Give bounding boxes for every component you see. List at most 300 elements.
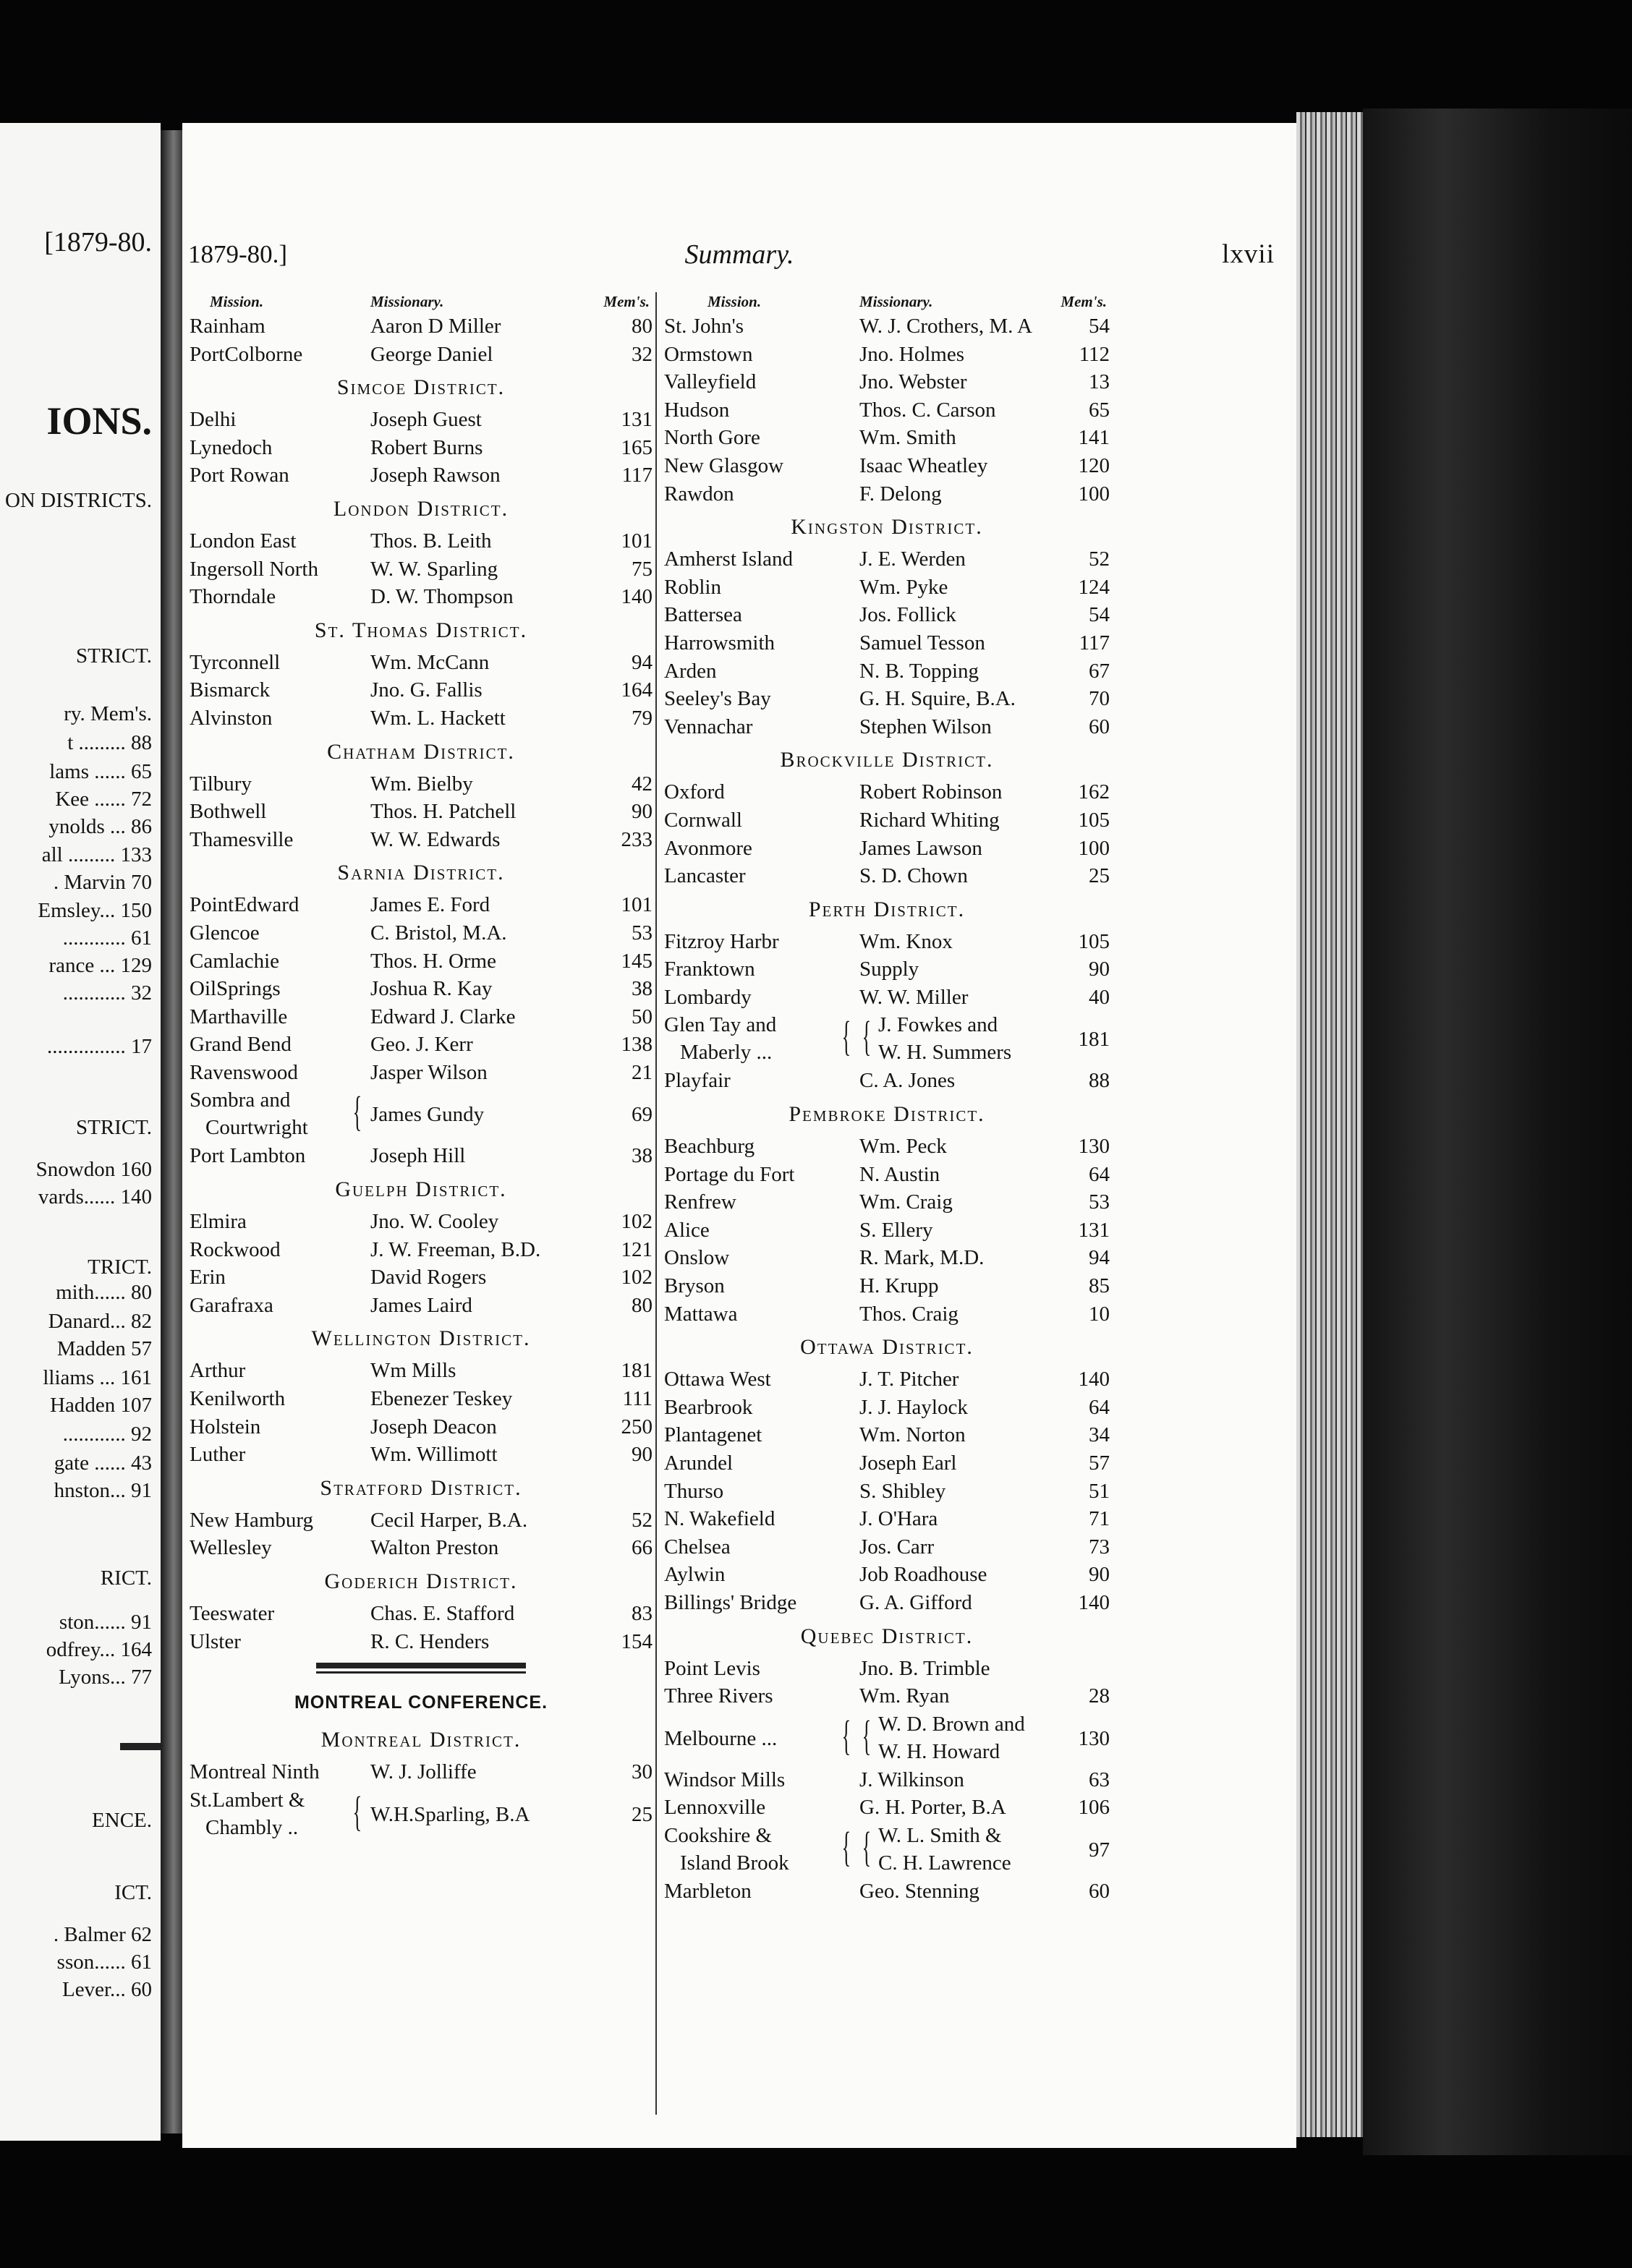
fragment-text: Snowdon 160 (35, 1158, 152, 1181)
member-count: 124 (1078, 575, 1110, 599)
member-count: 85 (1089, 1274, 1110, 1298)
member-count: 145 (621, 949, 653, 973)
missionary-name: Robert Robinson (859, 780, 1003, 804)
missionary-name: Geo. Stenning (859, 1879, 979, 1903)
member-count: 130 (1078, 1135, 1110, 1159)
right-entries (664, 312, 1110, 1906)
mission-name: Alice (664, 1218, 710, 1242)
member-count: 52 (632, 1508, 653, 1532)
missionary-name: Wm. Ryan (859, 1684, 950, 1708)
brace: { (862, 1822, 872, 1870)
mission-name: Franktown (664, 958, 755, 981)
member-count: 42 (632, 772, 653, 796)
member-count: 101 (621, 529, 653, 553)
heading-mission: Mission. (707, 293, 762, 310)
right-column (664, 291, 1110, 1906)
missionary-name: R. C. Henders (370, 1629, 490, 1653)
missionary-name: Jos. Follick (859, 603, 956, 627)
running-head: 1879-80.] (188, 240, 288, 268)
table-row (190, 1142, 653, 1170)
fragment-text: odfrey... 164 (46, 1638, 152, 1661)
table-row (664, 1067, 1110, 1095)
member-count: 105 (1078, 929, 1110, 953)
missionary-name: Wm. Knox (859, 929, 953, 953)
mission-name: Bearbrook (664, 1395, 753, 1419)
missionary-name: Jos. Carr (859, 1535, 935, 1559)
fragment-text: . Marvin 70 (53, 871, 152, 894)
missionary-name: J. J. Haylock (859, 1395, 968, 1419)
missionary-name: Thos. H. Patchell (370, 800, 517, 824)
mission-name: St. John's (664, 315, 744, 338)
missionary-name: W. J. Jolliffe (370, 1760, 477, 1784)
mission-name: Alvinston (190, 706, 273, 730)
missionary-name: S. D. Chown (859, 864, 968, 888)
table-row (190, 649, 653, 677)
missionary-name: Jasper Wilson (370, 1060, 488, 1084)
table-row (190, 826, 653, 854)
mission-name: Thurso (664, 1479, 724, 1503)
missionary-name: C. A. Jones (859, 1069, 956, 1093)
table-row (664, 1011, 1110, 1067)
member-count: 65 (1089, 398, 1110, 422)
table-row (190, 704, 653, 733)
mission-name: Port Rowan (190, 464, 289, 487)
missionary-name: Richard Whiting (859, 808, 1000, 832)
table-row (664, 601, 1110, 629)
member-count: 69 (632, 1103, 653, 1127)
table-row (664, 1133, 1110, 1161)
mission-name: Grand Bend (190, 1033, 292, 1057)
missionary-name: N. Austin (859, 1162, 940, 1186)
missionary-name: W. D. Brown and (878, 1712, 1025, 1736)
table-row (664, 1161, 1110, 1189)
table-row (664, 1710, 1110, 1766)
table-row (190, 434, 653, 462)
mission-name: Sombra and (190, 1088, 291, 1112)
member-count: 121 (621, 1237, 653, 1261)
missionary-name: W. W. Edwards (370, 827, 501, 851)
mission-name: Ottawa West (664, 1368, 771, 1391)
table-row (664, 778, 1110, 806)
mission-name: Harrowsmith (664, 631, 775, 655)
table-row (664, 396, 1110, 425)
missionary-name: J. E. Werden (859, 547, 966, 571)
mission-name: Lennoxville (664, 1796, 766, 1820)
missionary-name: Cecil Harper, B.A. (370, 1508, 528, 1532)
table-row (190, 975, 653, 1003)
fragment-text: Danard... 82 (48, 1310, 152, 1333)
missionary-name: Thos. B. Leith (370, 529, 492, 553)
double-rule (190, 1655, 653, 1684)
table-row (664, 1794, 1110, 1822)
member-count: 83 (632, 1602, 653, 1625)
table-row (190, 891, 653, 919)
fragment-text: ynolds ... 86 (48, 815, 152, 838)
member-count: 60 (1089, 1879, 1110, 1903)
member-count: 75 (632, 557, 653, 581)
missionary-name: James E. Ford (370, 893, 490, 917)
column-heading (664, 291, 1110, 312)
mission-name: St.Lambert & (190, 1788, 305, 1812)
conference-heading: MONTREAL CONFERENCE. (294, 1692, 548, 1713)
member-count: 100 (1078, 482, 1110, 506)
table-row (190, 1003, 653, 1031)
missionary-name: James Laird (370, 1293, 472, 1317)
table-row (664, 424, 1110, 452)
table-row (664, 1365, 1110, 1394)
member-count: 117 (621, 464, 653, 487)
missionary-name: W. W. Sparling (370, 557, 498, 581)
mission-name: Point Levis (664, 1656, 760, 1680)
member-count: 90 (1089, 1563, 1110, 1587)
table-row (664, 1589, 1110, 1617)
missionary-name: F. Delong (859, 482, 942, 506)
table-row (190, 947, 653, 976)
mission-name: PointEdward (190, 893, 299, 917)
fragment-text: hnston... 91 (54, 1479, 152, 1502)
mission-name: Plantagenet (664, 1423, 762, 1447)
mission-name: Hudson (664, 398, 730, 422)
member-count: 64 (1089, 1162, 1110, 1186)
brace: { (862, 1711, 872, 1759)
member-count: 25 (1089, 864, 1110, 888)
member-count: 94 (1089, 1246, 1110, 1270)
member-count: 60 (1089, 715, 1110, 738)
mission-name: Montreal Ninth (190, 1760, 320, 1784)
table-row (190, 1208, 653, 1236)
missionary-name: W. J. Crothers, M. A (859, 315, 1032, 338)
table-row (664, 480, 1110, 508)
member-count: 80 (632, 1293, 653, 1317)
member-count: 53 (632, 921, 653, 945)
mission-name: Glencoe (190, 921, 260, 945)
table-row (664, 545, 1110, 574)
heading-missionary: Missionary. (859, 293, 933, 310)
mission-name: Seeley's Bay (664, 687, 771, 711)
mission-name: Tilbury (190, 772, 252, 796)
member-count: 38 (632, 977, 653, 1001)
brace: { (352, 1787, 362, 1835)
member-count: 51 (1089, 1479, 1110, 1503)
missionary-name: Stephen Wilson (859, 715, 992, 738)
district-heading: Kingston District. (791, 515, 983, 540)
missionary-name: Edward J. Clarke (370, 1005, 516, 1028)
table-row (190, 919, 653, 947)
member-count: 25 (632, 1802, 653, 1826)
missionary-name: G. H. Squire, B.A. (859, 687, 1016, 711)
mission-name: New Glasgow (664, 453, 784, 477)
missionary-name: Wm. Bielby (370, 772, 473, 796)
table-row (664, 1505, 1110, 1533)
mission-name: Aylwin (664, 1563, 726, 1587)
mission-name: Thorndale (190, 585, 276, 609)
table-row (664, 312, 1110, 341)
mission-name: Onslow (664, 1246, 730, 1270)
mission-name: Holstein (190, 1415, 261, 1438)
table-row (190, 312, 653, 341)
member-count: 130 (1078, 1726, 1110, 1750)
fragment-text: ............ 61 (62, 926, 152, 950)
fragment-text: ............ 32 (62, 981, 152, 1005)
missionary-name: Joseph Deacon (370, 1415, 497, 1438)
mission-name: Renfrew (664, 1190, 736, 1214)
fragment-text: Hadden 107 (50, 1394, 152, 1417)
mission-name: Ingersoll North (190, 557, 318, 581)
page-edges (1296, 112, 1363, 2137)
missionary-name: Jno. Webster (859, 370, 967, 394)
missionary-name: Walton Preston (370, 1536, 499, 1560)
mission-name: Amherst Island (664, 547, 793, 571)
mission-name: Oxford (664, 780, 725, 804)
mission-name: PortColborne (190, 342, 303, 366)
mission-name: Cornwall (664, 808, 742, 832)
mission-name: Thamesville (190, 827, 294, 851)
member-count: 66 (632, 1536, 653, 1560)
member-count: 131 (621, 408, 653, 432)
fragment-text: STRICT. (76, 644, 152, 668)
heading-members: Mem's. (603, 293, 650, 310)
missionary-name: Supply (859, 958, 919, 981)
member-count: 79 (632, 706, 653, 730)
missionary-name: W. L. Smith & (878, 1823, 1002, 1847)
table-row (190, 1628, 653, 1656)
missionary-name: Joseph Rawson (370, 464, 501, 487)
member-count: 165 (621, 435, 653, 459)
member-count: 10 (1089, 1302, 1110, 1326)
mission-name: Tyrconnell (190, 650, 281, 674)
table-row (664, 1300, 1110, 1329)
member-count: 162 (1078, 780, 1110, 804)
mission-name: Lancaster (664, 864, 746, 888)
missionary-name: Wm Mills (370, 1359, 456, 1383)
fragment-text: ............ 92 (62, 1423, 152, 1446)
district-heading: Sarnia District. (337, 861, 505, 885)
fragment-text: mith...... 80 (56, 1281, 152, 1304)
mission-name: Bothwell (190, 800, 267, 824)
fragment-text: ry. Mem's. (64, 702, 152, 725)
member-count: 90 (632, 800, 653, 824)
missionary-name: Joseph Guest (370, 408, 482, 432)
missionary-name: W. H. Summers (878, 1041, 1012, 1065)
brace: { (352, 1088, 362, 1135)
mission-name: Glen Tay and (664, 1013, 777, 1037)
member-count: 90 (632, 1443, 653, 1467)
brace: { (862, 1012, 872, 1060)
member-count: 101 (621, 893, 653, 917)
member-count: 73 (1089, 1535, 1110, 1559)
table-row (190, 1292, 653, 1320)
table-row (664, 452, 1110, 480)
mission-name: Teeswater (190, 1602, 275, 1625)
member-count: 34 (1089, 1423, 1110, 1447)
fragment-text: lams ...... 65 (49, 760, 152, 783)
mission-name: Delhi (190, 408, 237, 432)
missionary-name: Robert Burns (370, 435, 483, 459)
district-heading: Brockville District. (780, 748, 994, 772)
fragment-text: t ......... 88 (67, 731, 152, 754)
table-row (664, 1877, 1110, 1906)
table-row (190, 1506, 653, 1535)
missionary-name: Joseph Earl (859, 1451, 957, 1475)
fragment-text: Lyons... 77 (59, 1666, 152, 1689)
table-row (664, 984, 1110, 1012)
missionary-name: Joseph Hill (370, 1144, 466, 1168)
mission-name: Camlachie (190, 949, 280, 973)
mission-name: Fitzroy Harbr (664, 929, 779, 953)
district-heading: Guelph District. (335, 1177, 507, 1202)
fragment-text: ston...... 91 (59, 1611, 152, 1634)
member-count: 140 (1078, 1368, 1110, 1391)
mission-name: London East (190, 529, 297, 553)
fragment-text: Lever... 60 (61, 1978, 152, 2001)
member-count: 21 (632, 1060, 653, 1084)
mission-name: Rainham (190, 315, 265, 338)
table-row (190, 1385, 653, 1413)
fragment-text: all ......... 133 (41, 843, 152, 866)
missionary-name: W. W. Miller (859, 985, 969, 1009)
district-heading: Chatham District. (327, 739, 515, 764)
mission-name: Chelsea (664, 1535, 731, 1559)
mission-name: Lynedoch (190, 435, 273, 459)
mission-name: Maberly ... (680, 1041, 773, 1065)
district-heading: Wellington District. (311, 1326, 531, 1351)
member-count: 141 (1078, 426, 1110, 450)
mission-name: New Hamburg (190, 1508, 314, 1532)
missionary-name: Ebenezer Teskey (370, 1387, 513, 1411)
member-count: 88 (1089, 1069, 1110, 1093)
member-count: 233 (621, 827, 653, 851)
table-row (664, 1244, 1110, 1272)
table-row (190, 1758, 653, 1786)
member-count: 131 (1078, 1218, 1110, 1242)
missionary-name: J. W. Freeman, B.D. (370, 1237, 541, 1261)
fragment-text: [1879-80. (44, 227, 152, 257)
heading-members: Mem's. (1061, 293, 1107, 310)
mission-name: Courtwright (205, 1116, 308, 1140)
missionary-name: S. Ellery (859, 1218, 933, 1242)
missionary-name: H. Krupp (859, 1274, 939, 1298)
table-row (190, 527, 653, 555)
missionary-name: Joshua R. Kay (370, 977, 493, 1001)
member-count: 32 (632, 342, 653, 366)
district-heading: Montreal District. (320, 1728, 522, 1752)
member-count: 120 (1078, 453, 1110, 477)
missionary-name: Wm. Willimott (370, 1443, 498, 1467)
table-row (190, 798, 653, 826)
page-title: Summary. (684, 239, 794, 270)
mission-name: Billings' Bridge (664, 1590, 797, 1614)
table-row (664, 685, 1110, 713)
table-row (664, 341, 1110, 369)
mission-name: Elmira (190, 1210, 247, 1234)
missionary-name: Jno. W. Cooley (370, 1210, 499, 1234)
mission-name: Cookshire & (664, 1823, 773, 1847)
fragment-text: ............... 17 (47, 1035, 152, 1058)
mission-name: Melbourne ... (664, 1726, 778, 1750)
fragment-text: lliams ... 161 (43, 1366, 152, 1389)
table-row (664, 928, 1110, 956)
member-count: 100 (1078, 836, 1110, 860)
missionary-name: Wm. Craig (859, 1190, 953, 1214)
district-heading: St. Thomas District. (314, 618, 528, 642)
missionary-name: Thos. Craig (859, 1302, 959, 1326)
fragment-text: sson...... 61 (56, 1951, 152, 1974)
mission-name: North Gore (664, 426, 760, 450)
table-row (664, 1216, 1110, 1245)
table-row (664, 713, 1110, 741)
missionary-name: J. Wilkinson (859, 1768, 964, 1791)
mission-name: Portage du Fort (664, 1162, 795, 1186)
heading-missionary: Missionary. (370, 293, 444, 310)
missionary-name: Wm. L. Hackett (370, 706, 506, 730)
mission-name: Marbleton (664, 1879, 752, 1903)
table-row (664, 657, 1110, 686)
mission-name: Bryson (664, 1274, 725, 1298)
mission-name: N. Wakefield (664, 1507, 775, 1531)
page-number: lxvii (1222, 239, 1275, 269)
table-row (664, 1533, 1110, 1561)
fragment-text: . Balmer 62 (53, 1923, 152, 1946)
left-column (190, 291, 653, 1842)
table-row (190, 341, 653, 369)
table-row (190, 1236, 653, 1264)
column-heading (190, 291, 653, 312)
table-row (190, 1786, 653, 1842)
table-row (190, 1441, 653, 1469)
table-row (190, 406, 653, 434)
district-heading: Stratford District. (320, 1475, 522, 1500)
member-count: 30 (632, 1760, 653, 1784)
table-row (664, 368, 1110, 396)
mission-name: Windsor Mills (664, 1768, 786, 1791)
district-heading: Perth District. (808, 897, 966, 921)
table-row (190, 676, 653, 704)
district-heading: Goderich District. (324, 1569, 518, 1593)
book-gutter (161, 130, 182, 2133)
table-row (664, 1655, 1110, 1683)
member-count: 13 (1089, 370, 1110, 394)
missionary-name: Isaac Wheatley (859, 453, 988, 477)
district-heading: Ottawa District. (800, 1335, 974, 1360)
missionary-name: George Daniel (370, 342, 493, 366)
fragment-text: TRICT. (88, 1256, 152, 1279)
fragment-text: RICT. (100, 1566, 152, 1590)
member-count: 90 (1089, 958, 1110, 981)
fragment-text (120, 1743, 161, 1750)
district-heading: Pembroke District. (789, 1102, 985, 1127)
mission-name: Three Rivers (664, 1684, 773, 1708)
page (182, 123, 1296, 2148)
mission-name: Garafraxa (190, 1293, 273, 1317)
member-count: 250 (621, 1415, 653, 1438)
table-row (664, 1682, 1110, 1710)
missionary-name: Jno. B. Trimble (859, 1656, 990, 1680)
table-row (190, 1059, 653, 1087)
member-count: 138 (621, 1033, 653, 1057)
table-row (664, 629, 1110, 657)
fragment-text: ENCE. (92, 1809, 152, 1832)
member-count: 94 (632, 650, 653, 674)
table-row (190, 1357, 653, 1385)
member-count: 164 (621, 678, 653, 702)
missionary-name: Geo. J. Kerr (370, 1033, 473, 1057)
fragment-text: Emsley... 150 (38, 899, 152, 922)
mission-name: Arthur (190, 1359, 246, 1383)
mission-name: OilSprings (190, 977, 281, 1001)
member-count: 52 (1089, 547, 1110, 571)
fragment-text: vards...... 140 (38, 1185, 152, 1208)
table-row (190, 555, 653, 584)
